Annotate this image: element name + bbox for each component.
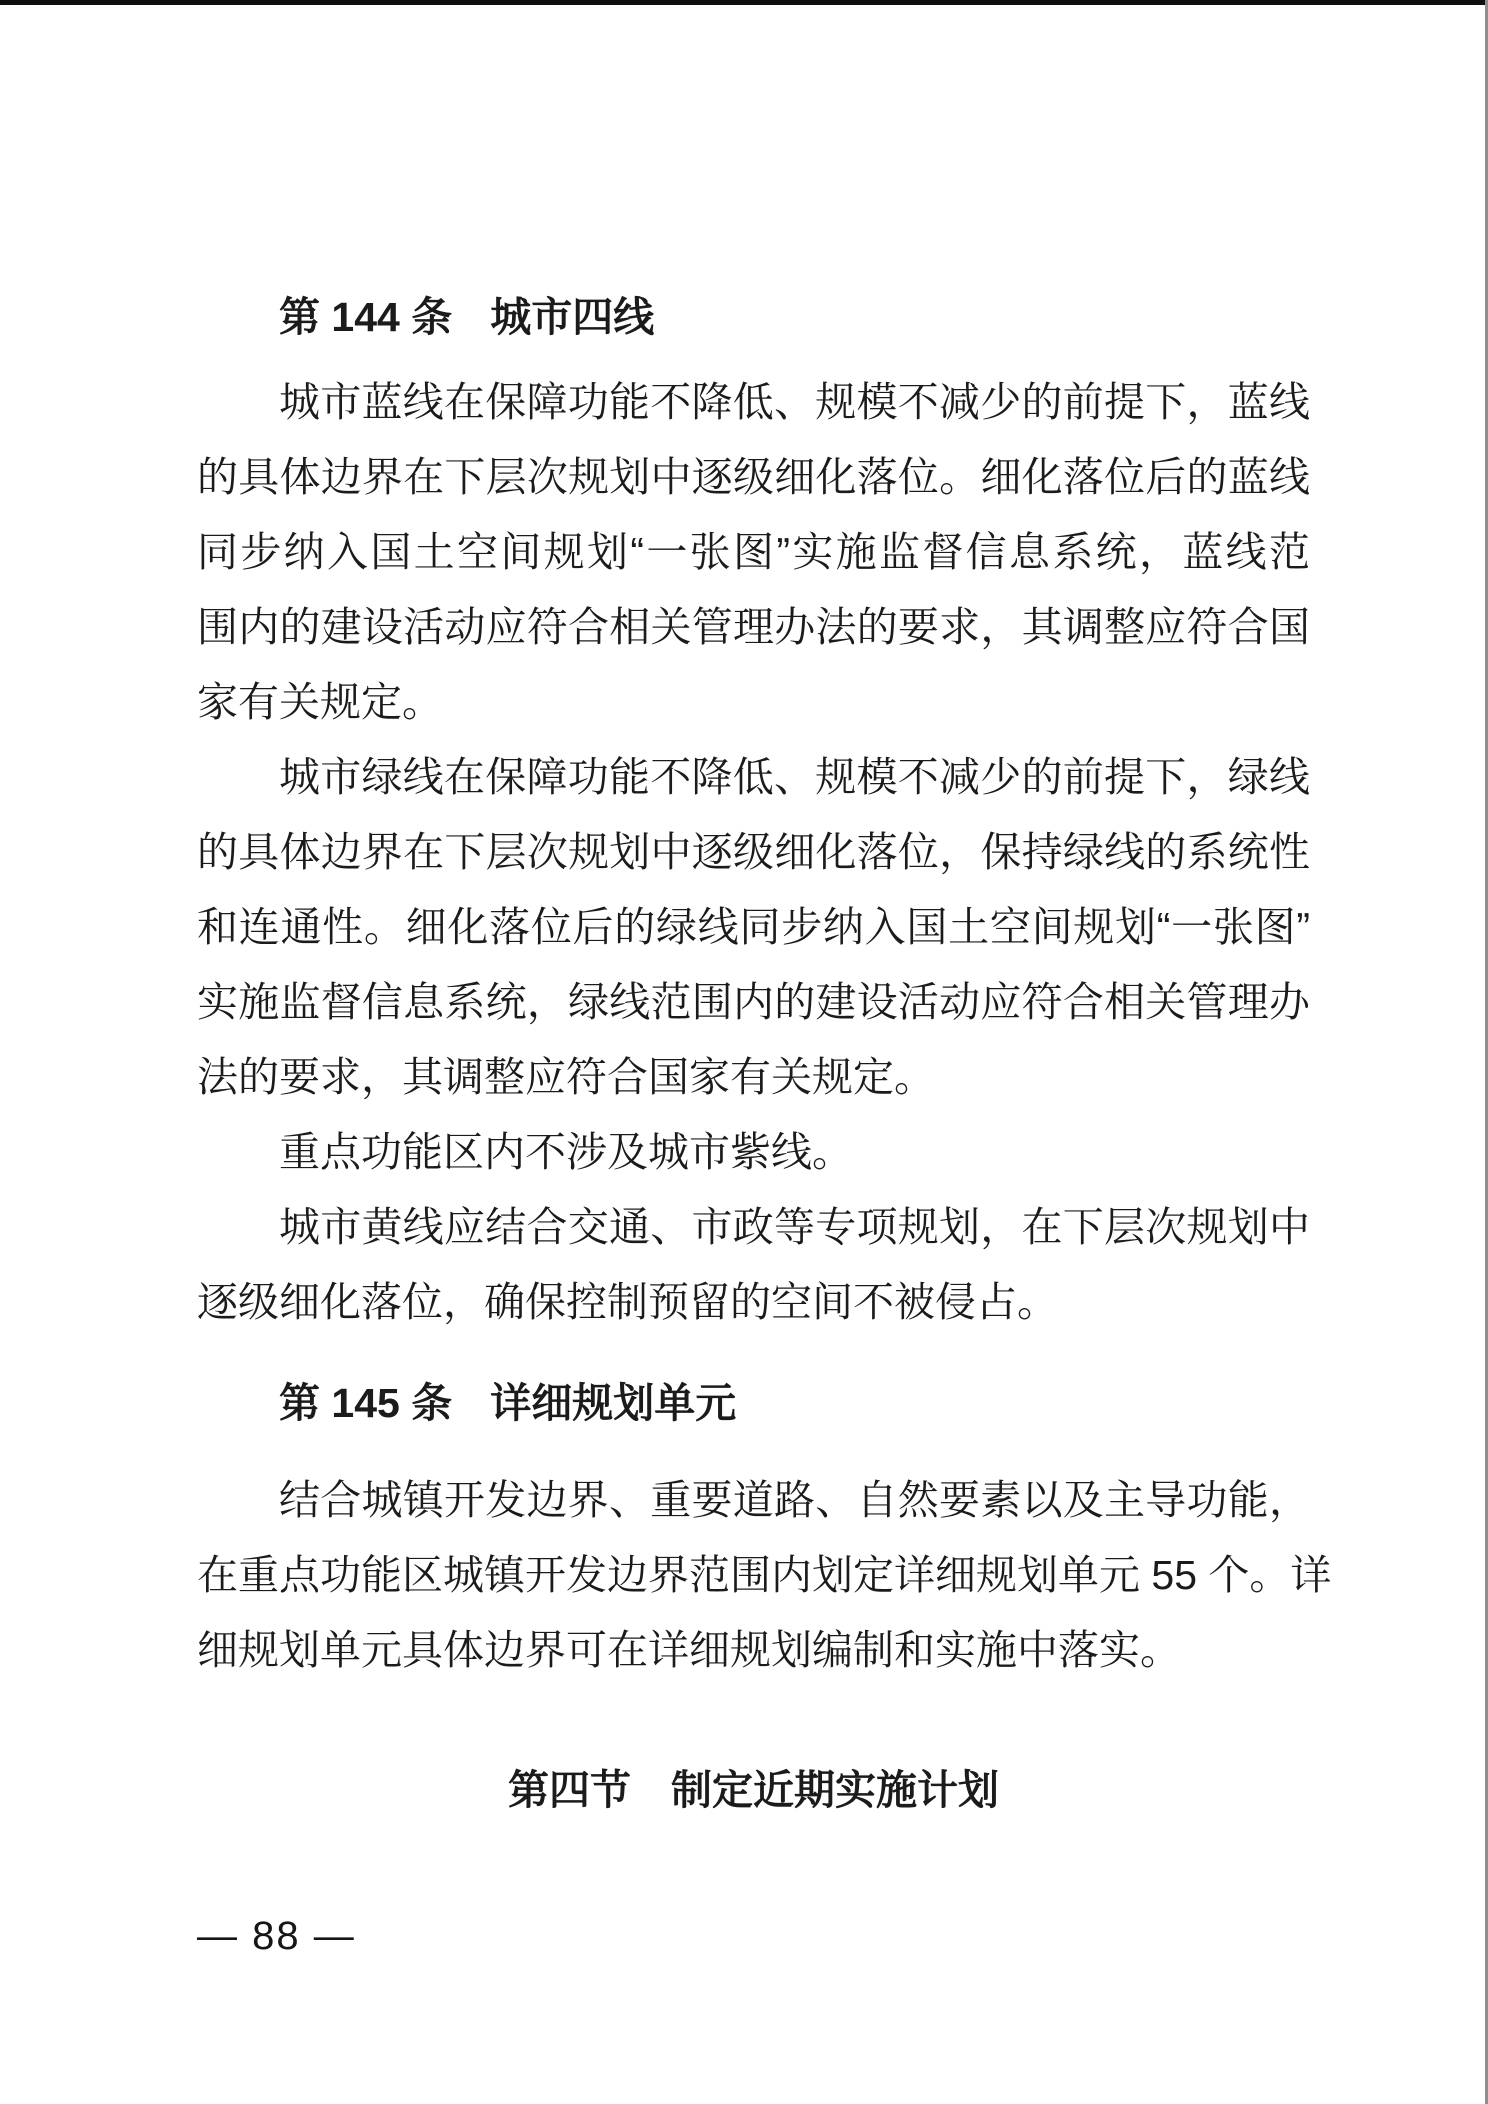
- paragraph-yellow-line: [197, 1190, 1310, 1340]
- text-line: 实施监督信息系统，绿线范围内的建设活动应符合相关管理办: [197, 979, 1310, 1025]
- text-line: 在重点功能区城镇开发边界范围内划定详细规划单元 55 个。详: [197, 1552, 1332, 1598]
- text-line: 和连通性。细化落位后的绿线同步纳入国土空间规划“一张图”: [197, 904, 1310, 950]
- text-line: 重点功能区内不涉及城市紫线。: [279, 1129, 853, 1175]
- page-top-edge: [0, 0, 1488, 5]
- article-144-body: [197, 365, 1310, 1340]
- section-4-number: 第四节: [508, 1767, 631, 1813]
- text-line: 围内的建设活动应符合相关管理办法的要求，其调整应符合国: [197, 604, 1310, 650]
- paragraph-blue-line: [197, 365, 1310, 740]
- text-line: 城市蓝线在保障功能不降低、规模不减少的前提下，蓝线: [279, 379, 1310, 425]
- text-line: 细规划单元具体边界可在详细规划编制和实施中落实。: [197, 1627, 1181, 1673]
- article-144-heading: [197, 280, 1392, 355]
- text-line: 法的要求，其调整应符合国家有关规定。: [197, 1054, 935, 1100]
- article-145-body: [197, 1463, 1332, 1688]
- article-144-title: 城市四线: [490, 294, 655, 340]
- text-line: 结合城镇开发边界、重要道路、自然要素以及主导功能，: [279, 1477, 1310, 1523]
- page-number: — 88 —: [197, 1914, 356, 1958]
- article-144-number: 第 144 条: [279, 294, 453, 340]
- paragraph-green-line: [197, 740, 1310, 1115]
- paragraph-planning-units: [197, 1463, 1332, 1688]
- section-4-title: 制定近期实施计划: [671, 1767, 999, 1813]
- text-line: 城市黄线应结合交通、市政等专项规划，在下层次规划中: [279, 1204, 1310, 1250]
- text-line: 城市绿线在保障功能不降低、规模不减少的前提下，绿线: [279, 754, 1310, 800]
- article-145-heading: [197, 1366, 1392, 1441]
- article-145-title: 详细规划单元: [490, 1380, 737, 1426]
- text-line: 逐级细化落位，确保控制预留的空间不被侵占。: [197, 1279, 1058, 1325]
- text-line: 的具体边界在下层次规划中逐级细化落位，保持绿线的系统性: [197, 829, 1310, 875]
- article-145-number: 第 145 条: [279, 1380, 453, 1426]
- paragraph-purple-line: [197, 1115, 1310, 1190]
- section-4-heading: [197, 1753, 1310, 1828]
- text-line: 同步纳入国土空间规划“一张图”实施监督信息系统，蓝线范: [197, 529, 1310, 575]
- text-line: 的具体边界在下层次规划中逐级细化落位。细化落位后的蓝线: [197, 454, 1310, 500]
- text-line: 家有关规定。: [197, 679, 443, 725]
